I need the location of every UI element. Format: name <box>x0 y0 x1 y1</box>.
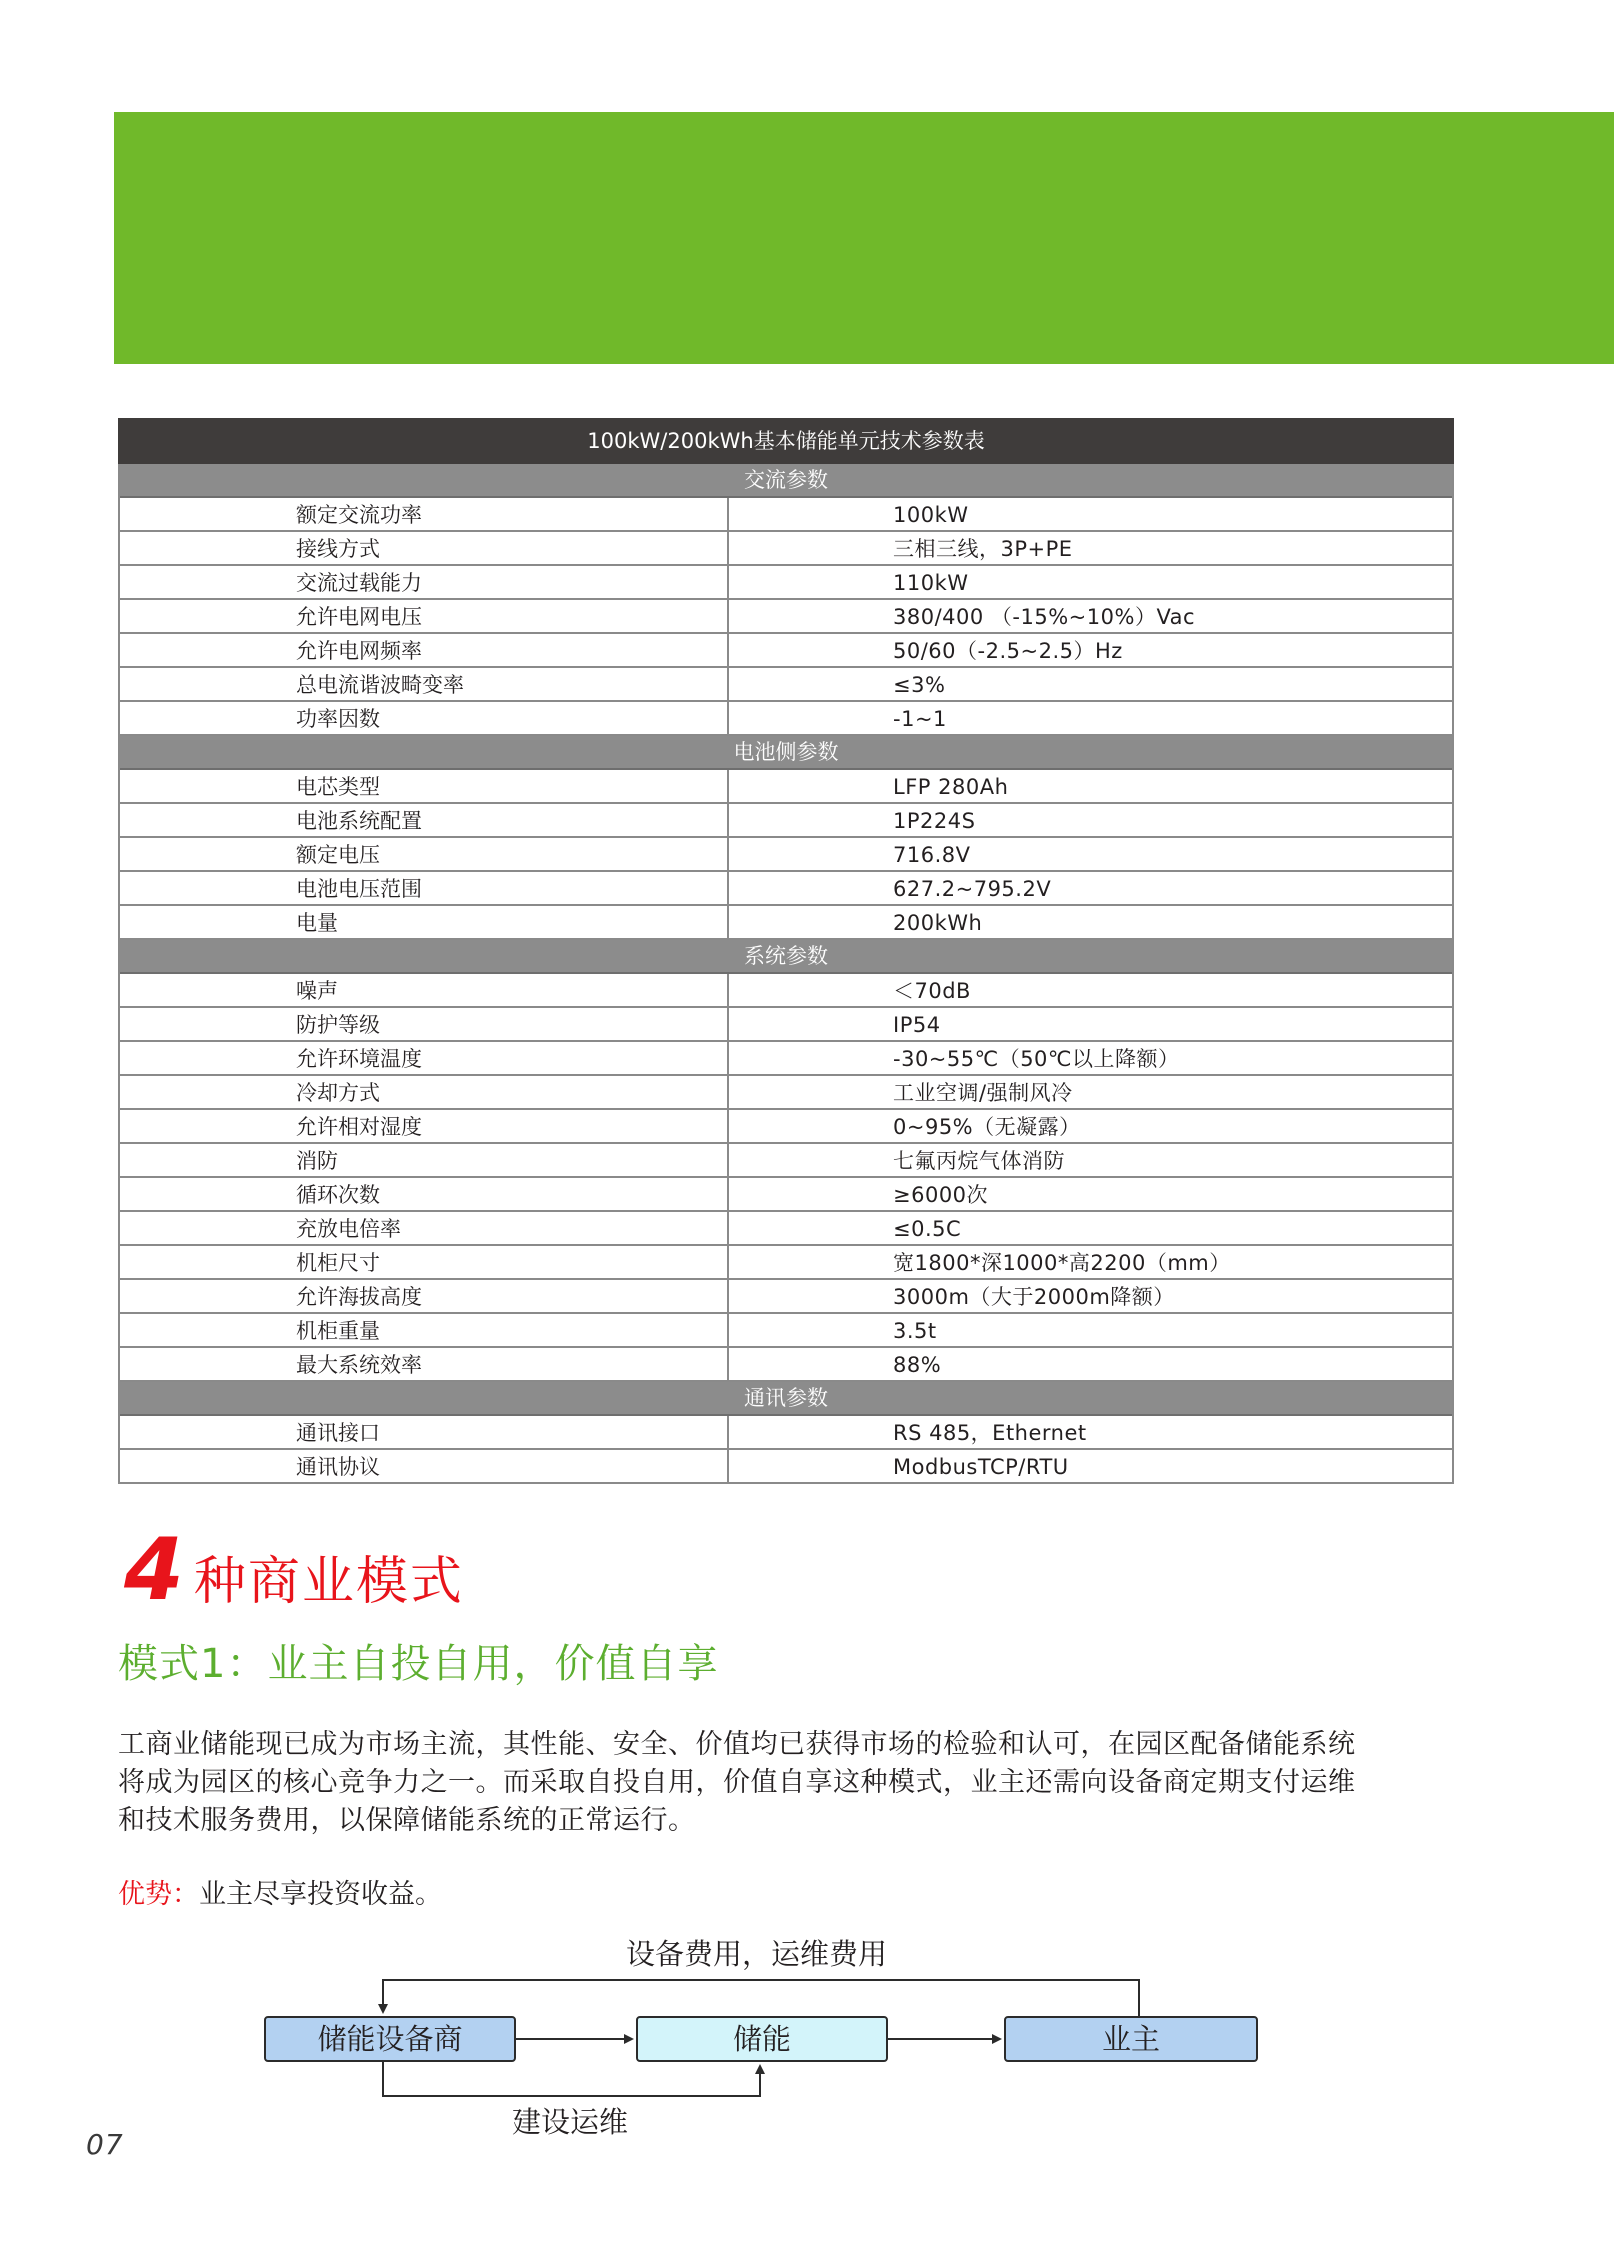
advantage-label: 优势： <box>118 1879 199 1910</box>
param-label: 噪声 <box>120 974 729 1006</box>
param-label: 允许电网频率 <box>120 634 729 666</box>
advantage-text: 业主尽享投资收益。 <box>199 1879 442 1910</box>
mode-count-number: 4 <box>124 1520 184 1620</box>
param-value: ≥6000次 <box>893 1183 989 1207</box>
paragraph-line: 工商业储能现已成为市场主流，其性能、安全、价值均已获得市场的检验和认可，在园区配备储能系统 <box>118 1729 1356 1760</box>
build-maintain-label: 建设运维 <box>512 2105 629 2139</box>
param-label: 额定交流功率 <box>120 498 729 530</box>
param-value: ≤3% <box>893 673 946 697</box>
param-value: -30~55℃（50℃以上降额） <box>893 1047 1180 1071</box>
table-title: 100kW/200kWh基本储能单元技术参数表 <box>118 418 1454 464</box>
param-value: 3000m（大于2000m降额） <box>893 1285 1175 1309</box>
param-value: 七氟丙烷气体消防 <box>893 1149 1065 1173</box>
param-label: 接线方式 <box>120 532 729 564</box>
param-value: 宽1800*深1000*高2200（mm） <box>893 1251 1231 1275</box>
param-label: 充放电倍率 <box>120 1212 729 1244</box>
param-value: 716.8V <box>893 843 971 867</box>
param-label: 交流过载能力 <box>120 566 729 598</box>
param-value: 3.5t <box>893 1319 937 1343</box>
owner-box: 业主 <box>1004 2016 1258 2062</box>
param-value: -1~1 <box>893 707 947 731</box>
param-value: 627.2~795.2V <box>893 877 1052 901</box>
param-value: 0~95%（无凝露） <box>893 1115 1081 1139</box>
param-label: 电池电压范围 <box>120 872 729 904</box>
param-value: 88% <box>893 1353 942 1377</box>
param-label: 功率因数 <box>120 702 729 734</box>
fee-return-arrow <box>383 1980 1139 2016</box>
param-value: 380/400 （-15%~10%）Vac <box>893 605 1196 629</box>
param-value: 50/60（-2.5~2.5）Hz <box>893 639 1123 663</box>
paragraph-line: 将成为园区的核心竞争力之一。而采取自投自用，价值自享这种模式，业主还需向设备商定期支付运维 <box>118 1767 1356 1798</box>
param-value: RS 485，Ethernet <box>893 1421 1087 1445</box>
storage-box: 储能 <box>636 2016 888 2062</box>
section-header: 电池侧参数 <box>120 736 1452 770</box>
param-label: 防护等级 <box>120 1008 729 1040</box>
param-label: 电池系统配置 <box>120 804 729 836</box>
fee-label: 设备费用，运维费用 <box>626 1937 888 1971</box>
param-label: 消防 <box>120 1144 729 1176</box>
param-value: ＜70dB <box>893 979 971 1003</box>
paragraph-line: 和技术服务费用，以保障储能系统的正常运行。 <box>118 1805 696 1836</box>
param-label: 额定电压 <box>120 838 729 870</box>
section-header: 系统参数 <box>120 940 1452 974</box>
page-number: 07 <box>86 2128 124 2161</box>
param-value: IP54 <box>893 1013 941 1037</box>
param-label: 机柜尺寸 <box>120 1246 729 1278</box>
param-label: 电芯类型 <box>120 770 729 802</box>
mode-heading-title: 种商业模式 <box>193 1552 464 1612</box>
section-header: 交流参数 <box>120 464 1452 498</box>
param-value: 工业空调/强制风冷 <box>893 1081 1073 1105</box>
mode-subtitle: 模式1：业主自投自用，价值自享 <box>118 1641 719 1687</box>
param-value: 三相三线，3P+PE <box>893 537 1073 561</box>
param-value: ModbusTCP/RTU <box>893 1455 1069 1479</box>
param-label: 机柜重量 <box>120 1314 729 1346</box>
param-label: 允许电网电压 <box>120 600 729 632</box>
param-label: 冷却方式 <box>120 1076 729 1108</box>
param-label: 电量 <box>120 906 729 938</box>
param-label: 允许相对湿度 <box>120 1110 729 1142</box>
param-value: 110kW <box>893 571 969 595</box>
param-value: ≤0.5C <box>893 1217 962 1241</box>
param-label: 通讯协议 <box>120 1450 729 1482</box>
param-label: 允许海拔高度 <box>120 1280 729 1312</box>
param-label: 总电流谐波畸变率 <box>120 668 729 700</box>
param-value: 1P224S <box>893 809 976 833</box>
param-label: 循环次数 <box>120 1178 729 1210</box>
param-label: 最大系统效率 <box>120 1348 729 1380</box>
param-label: 允许环境温度 <box>120 1042 729 1074</box>
param-label: 通讯接口 <box>120 1416 729 1448</box>
section-header: 通讯参数 <box>120 1382 1452 1416</box>
supplier-box: 储能设备商 <box>264 2016 516 2062</box>
param-value: LFP 280Ah <box>893 775 1009 799</box>
build-maintain-arrow <box>383 2062 760 2096</box>
param-value: 100kW <box>893 503 969 527</box>
param-value: 200kWh <box>893 911 983 935</box>
